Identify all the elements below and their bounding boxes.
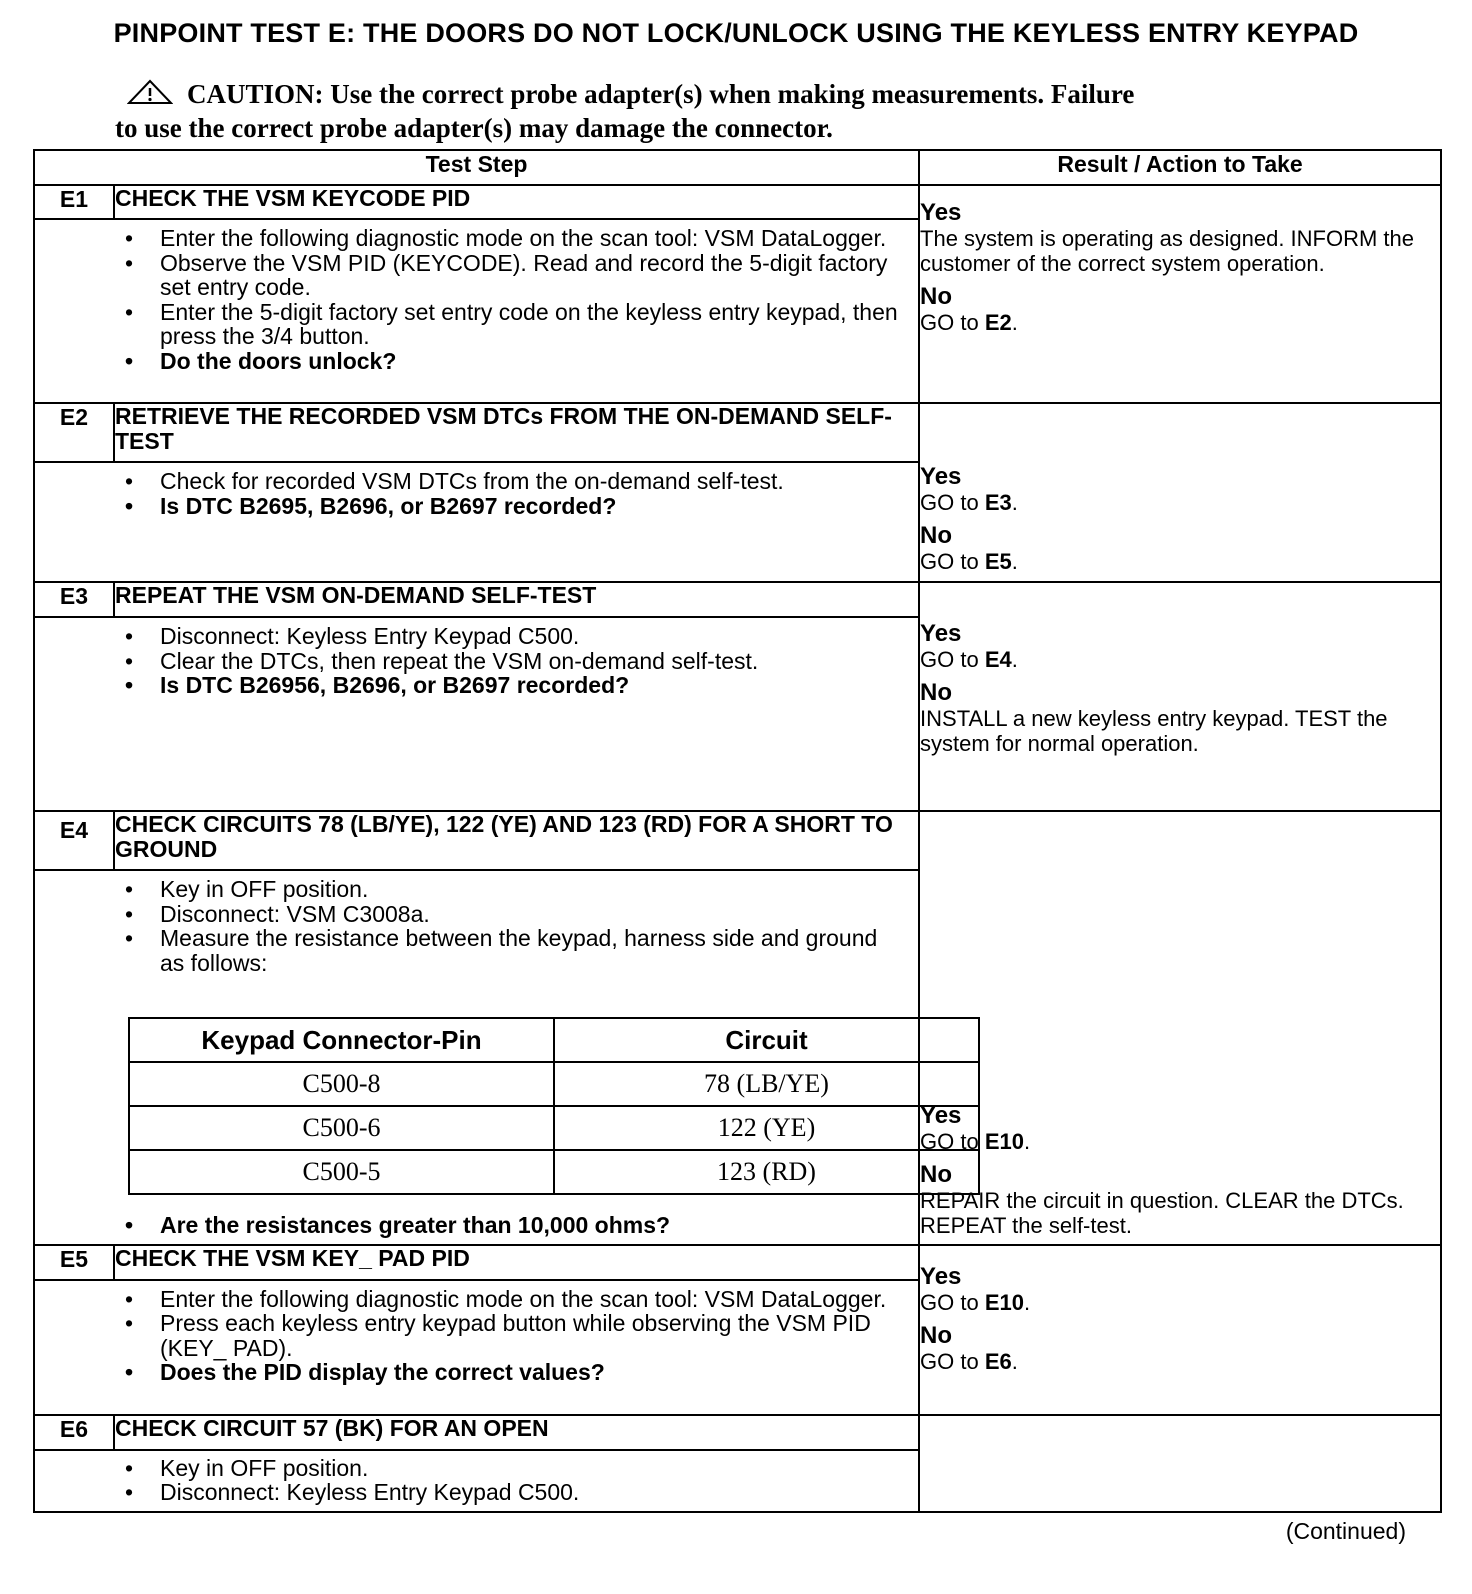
step-title: CHECK CIRCUIT 57 (BK) FOR AN OPEN xyxy=(114,1415,919,1450)
step-result xyxy=(919,1245,1441,1415)
caution-line-2: to use the correct probe adapter(s) may damage the connector. xyxy=(115,113,833,143)
step-item: • Key in OFF position. xyxy=(114,1456,918,1481)
no-label: No xyxy=(920,679,953,706)
step-result xyxy=(919,403,1441,582)
goto-link: E4 xyxy=(984,647,1012,672)
table-row xyxy=(129,1106,979,1150)
goto-link: E3 xyxy=(984,490,1012,515)
step-body xyxy=(114,870,919,1245)
step-body xyxy=(114,617,919,811)
step-id: E2 xyxy=(34,403,114,462)
continued-label: (Continued) xyxy=(1285,1518,1406,1544)
yes-label: Yes xyxy=(920,463,962,490)
circuit-cell: 122 (YE) xyxy=(554,1106,979,1150)
step-item: • Measure the resistance between the keypad, harness side and ground as follows: xyxy=(114,926,918,975)
circuit-cell: 78 (LB/YE) xyxy=(554,1062,979,1106)
pin-cell: C500-5 xyxy=(129,1150,554,1194)
step-id: E5 xyxy=(34,1245,114,1280)
step-item: • Enter the 5-digit factory set entry code on the keyless entry keypad, then press the 3/4 button. xyxy=(114,300,918,349)
step-item: • Clear the DTCs, then repeat the VSM on-demand self-test. xyxy=(114,649,918,674)
table-row xyxy=(129,1150,979,1194)
step-question: • Does the PID display the correct values? xyxy=(114,1360,918,1385)
yes-label: Yes xyxy=(920,620,962,647)
warning-triangle-icon xyxy=(127,79,173,112)
step-item: • Enter the following diagnostic mode on the scan tool: VSM DataLogger. xyxy=(114,1287,918,1312)
yes-action: GO to E10. xyxy=(920,1289,1031,1315)
yes-label: Yes xyxy=(920,199,962,226)
no-action: REPAIR the circuit in question. CLEAR the DTCs. REPEAT the self-test. xyxy=(920,1187,1404,1238)
step-result xyxy=(919,185,1441,403)
step-body xyxy=(114,1450,919,1512)
step-item: • Press each keyless entry keypad button while observing the VSM PID (KEY_ PAD). xyxy=(114,1311,918,1360)
no-action: GO to E6. xyxy=(920,1348,1018,1374)
step-item: • Disconnect: Keyless Entry Keypad C500. xyxy=(114,1480,918,1505)
no-label: No xyxy=(920,1160,953,1188)
yes-action: GO to E4. xyxy=(920,647,1018,672)
step-result xyxy=(919,582,1441,811)
step-title: CHECK THE VSM KEY_ PAD PID xyxy=(114,1245,919,1280)
yes-label: Yes xyxy=(920,1262,962,1290)
caution-line-1: CAUTION: Use the correct probe adapter(s) when making measurements. Failure xyxy=(187,79,1135,109)
step-body xyxy=(114,1280,919,1415)
circuit-cell: 123 (RD) xyxy=(554,1150,979,1194)
pin-cell: C500-6 xyxy=(129,1106,554,1150)
step-id: E4 xyxy=(34,811,114,870)
step-body xyxy=(114,462,919,582)
step-id: E1 xyxy=(34,185,114,219)
step-title: CHECK CIRCUITS 78 (LB/YE), 122 (YE) AND 123 (RD) FOR A SHORT TO GROUND xyxy=(114,811,919,870)
caution-note xyxy=(115,78,1315,144)
pin-cell: C500-8 xyxy=(129,1062,554,1106)
yes-action: GO to E3. xyxy=(920,490,1018,515)
yes-action: The system is operating as designed. INFORM the customer of the correct system operation. xyxy=(920,226,1415,276)
yes-label: Yes xyxy=(920,1101,962,1129)
keypad-pin-table xyxy=(128,1017,980,1195)
goto-link: E10 xyxy=(984,1289,1024,1315)
pinpoint-test-table xyxy=(33,149,1442,1513)
step-item: • Enter the following diagnostic mode on the scan tool: VSM DataLogger. xyxy=(114,226,918,251)
step-item: • Disconnect: Keyless Entry Keypad C500. xyxy=(114,624,918,649)
step-result xyxy=(919,811,1441,1245)
no-label: No xyxy=(920,1321,953,1349)
header-result: Result / Action to Take xyxy=(919,150,1441,185)
no-label: No xyxy=(920,283,953,310)
no-action: GO to E5. xyxy=(920,549,1018,574)
step-item: • Key in OFF position. xyxy=(114,877,918,902)
step-title: CHECK THE VSM KEYCODE PID xyxy=(114,185,919,219)
step-item: • Check for recorded VSM DTCs from the on-demand self-test. xyxy=(114,469,918,494)
step-question: • Are the resistances greater than 10,000 ohms? xyxy=(114,1213,918,1238)
no-label: No xyxy=(920,522,953,549)
goto-link: E10 xyxy=(984,1128,1024,1154)
step-question: • Is DTC B2695, B2696, or B2697 recorded? xyxy=(114,494,918,519)
step-item: • Observe the VSM PID (KEYCODE). Read and record the 5-digit factory set entry code. xyxy=(114,251,918,300)
step-result xyxy=(919,1415,1441,1512)
page-title: PINPOINT TEST E: THE DOORS DO NOT LOCK/UNLOCK USING THE KEYLESS ENTRY KEYPAD xyxy=(113,18,1359,48)
no-action: INSTALL a new keyless entry keypad. TEST the system for normal operation. xyxy=(920,706,1388,756)
step-title: REPEAT THE VSM ON-DEMAND SELF-TEST xyxy=(114,582,919,617)
step-item: • Disconnect: VSM C3008a. xyxy=(114,902,918,927)
step-id: E3 xyxy=(34,582,114,617)
header-test-step: Test Step xyxy=(34,150,919,185)
step-question: • Do the doors unlock? xyxy=(114,349,918,374)
goto-link: E6 xyxy=(984,1348,1012,1374)
step-title: RETRIEVE THE RECORDED VSM DTCs FROM THE ON-DEMAND SELF-TEST xyxy=(114,403,919,462)
no-action: GO to E2. xyxy=(920,310,1018,335)
pin-column-header: Keypad Connector-Pin xyxy=(129,1018,554,1062)
step-id: E6 xyxy=(34,1415,114,1450)
circuit-column-header: Circuit xyxy=(554,1018,979,1062)
goto-link: E2 xyxy=(984,310,1012,335)
table-row xyxy=(129,1062,979,1106)
step-body xyxy=(114,219,919,403)
step-question: • Is DTC B26956, B2696, or B2697 recorded? xyxy=(114,673,918,698)
goto-link: E5 xyxy=(984,549,1012,574)
yes-action: GO to E10. xyxy=(920,1128,1031,1154)
